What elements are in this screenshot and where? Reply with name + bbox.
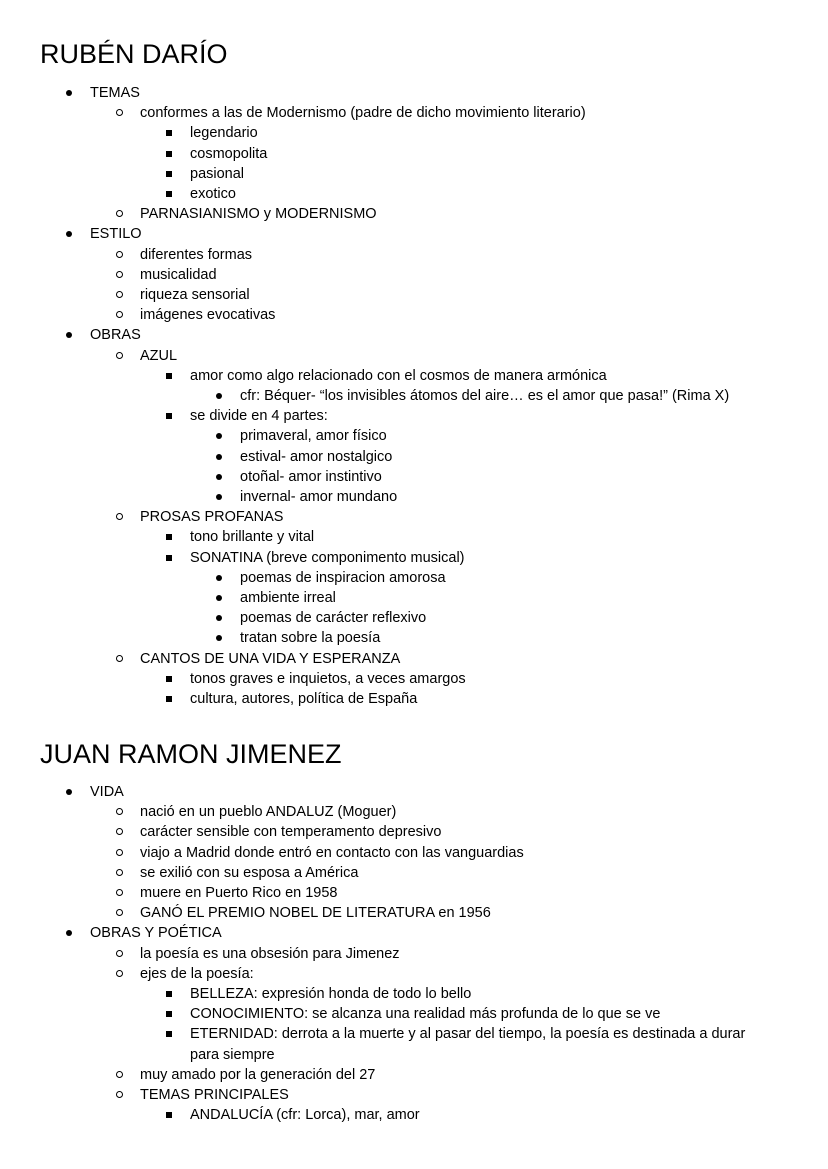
list-item-text: OBRAS bbox=[90, 327, 141, 344]
list-item-text: GANÓ EL PREMIO NOBEL DE LITERATURA en 1956 bbox=[140, 905, 491, 922]
list-item-text: se exilió con su esposa a América bbox=[140, 864, 359, 881]
list-item-text: muere en Puerto Rico en 1958 bbox=[140, 885, 338, 901]
list-item-text: diferentes formas bbox=[140, 246, 253, 263]
list-item-text: ambiente irreal bbox=[240, 590, 336, 606]
list-item-text: otoñal- amor instintivo bbox=[240, 468, 382, 485]
list-item-text: tono brillante y vital bbox=[190, 529, 315, 546]
list-item-text: carácter sensible con temperamento depresivo bbox=[140, 824, 442, 841]
list-item-text: ejes de la poesía: bbox=[140, 965, 254, 982]
list-item-text: pasional bbox=[190, 165, 245, 182]
list-item bbox=[190, 1045, 275, 1065]
list-item-text: estival- amor nostalgico bbox=[240, 448, 393, 465]
list-item-text: tratan sobre la poesía bbox=[240, 630, 381, 647]
list-item-text: la poesía es una obsesión para Jimenez bbox=[140, 945, 400, 962]
list-item-text: viajo a Madrid donde entró en contacto con las vanguardias bbox=[140, 844, 524, 861]
list-item-text: PARNASIANISMO y MODERNISMO bbox=[140, 206, 377, 223]
list-item-text: AZUL bbox=[140, 347, 178, 364]
list-item-text: amor como algo relacionado con el cosmos de manera armónica bbox=[190, 367, 607, 384]
list-item-text: TEMAS PRINCIPALES bbox=[140, 1087, 289, 1103]
list-item-text: VIDA bbox=[90, 784, 124, 800]
list-item-text: se divide en 4 partes: bbox=[190, 408, 328, 425]
list-item-text: poemas de carácter reflexivo bbox=[240, 610, 427, 627]
list-item-text: poemas de inspiracion amorosa bbox=[240, 569, 446, 586]
list-item-text: musicalidad bbox=[140, 266, 217, 283]
list-item-text: riqueza sensorial bbox=[140, 287, 250, 303]
list-item-text: muy amado por la generación del 27 bbox=[140, 1066, 376, 1083]
list-item-text: ETERNIDAD: derrota a la muerte y al pasar del tiempo, la poesía es destinada a durar bbox=[190, 1026, 746, 1043]
list-item-continuation: para siempre bbox=[190, 1046, 275, 1063]
list-item-text: CONOCIMIENTO: se alcanza una realidad más profunda de lo que se ve bbox=[190, 1006, 661, 1023]
list-item-text: TEMAS bbox=[90, 85, 140, 101]
list-item-text: exotico bbox=[190, 186, 236, 202]
list-item-text: primaveral, amor físico bbox=[240, 428, 387, 445]
list-item-text: ESTILO bbox=[90, 226, 142, 243]
section-heading: JUAN RAMON JIMENEZ bbox=[40, 739, 342, 769]
section-heading: RUBÉN DARÍO bbox=[40, 39, 228, 69]
list-item-text: cultura, autores, política de España bbox=[190, 691, 418, 707]
list-item-text: BELLEZA: expresión honda de todo lo bello bbox=[190, 986, 472, 1002]
list-item-text: cfr: Béquer- “los invisibles átomos del aire… es el amor que pasa!” (Rima X) bbox=[240, 388, 730, 404]
list-item-text: PROSAS PROFANAS bbox=[140, 509, 284, 526]
list-item-text: legendario bbox=[190, 125, 258, 142]
list-item-text: ANDALUCÍA (cfr: Lorca), mar, amor bbox=[190, 1107, 420, 1124]
list-item-text: CANTOS DE UNA VIDA Y ESPERANZA bbox=[140, 650, 401, 667]
list-item-text: cosmopolita bbox=[190, 145, 268, 162]
list-item-text: SONATINA (breve componimento musical) bbox=[190, 549, 465, 566]
list-item-text: conformes a las de Modernismo (padre de dicho movimiento literario) bbox=[140, 105, 586, 122]
list-item-text: OBRAS Y POÉTICA bbox=[90, 925, 222, 942]
list-item-text: nació en un pueblo ANDALUZ (Moguer) bbox=[140, 804, 397, 821]
list-item-text: tonos graves e inquietos, a veces amargos bbox=[190, 670, 466, 687]
list-item-text: imágenes evocativas bbox=[140, 307, 276, 324]
list-item-text: invernal- amor mundano bbox=[240, 489, 398, 505]
